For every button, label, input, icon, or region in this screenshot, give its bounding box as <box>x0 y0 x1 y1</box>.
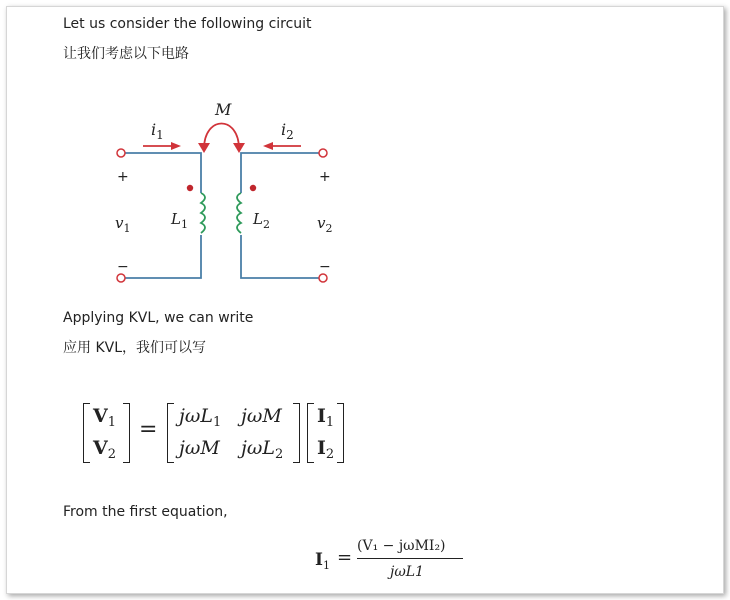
lhs-right-bracket <box>123 403 130 463</box>
rhs-right-bracket <box>337 403 344 463</box>
rhs-row-2: $I_2$ <box>317 437 335 462</box>
minus-right: − <box>319 259 331 275</box>
L2-label: $L_2$ <box>253 210 270 231</box>
lhs-left-bracket <box>83 403 90 463</box>
i1-equation <box>307 535 487 585</box>
i1-eq-denominator: jωL1 <box>390 564 424 580</box>
first-equation-text: From the first equation, <box>63 504 228 520</box>
lhs-row-2: $V_2$ <box>93 437 117 462</box>
matrix-cell-11: jωL$_1$ <box>179 405 222 430</box>
i1-eq-equals: = <box>337 547 353 568</box>
i1-eq-numerator: (V₁ − jωMI₂) <box>357 538 446 554</box>
terminal-right-top <box>319 149 327 157</box>
coupled-inductor-circuit <box>101 95 331 285</box>
i1-arrow-head <box>171 142 181 150</box>
plus-right: + <box>319 169 331 185</box>
mutual-arrow-right-head <box>233 143 245 153</box>
terminal-left-bottom <box>117 274 125 282</box>
polarity-dot-left <box>187 185 193 191</box>
v2-label: $v_2$ <box>317 214 333 235</box>
terminal-right-bottom <box>319 274 327 282</box>
intro-english: Let us consider the following circuit <box>63 16 312 32</box>
i2-arrow-head <box>263 142 273 150</box>
plus-left: + <box>117 169 129 185</box>
inductor-L1 <box>201 193 205 233</box>
matrix-equals-sign: = <box>139 417 158 442</box>
v1-label: $v_1$ <box>115 214 131 235</box>
kvl-english: Applying KVL, we can write <box>63 310 254 326</box>
rhs-row-1: $I_1$ <box>317 405 335 430</box>
terminal-left-top <box>117 149 125 157</box>
matrix-cell-22: jωL$_2$ <box>241 437 284 462</box>
intro-chinese: 让我们考虑以下电路 <box>63 46 189 62</box>
mutual-arrow-left-head <box>198 143 210 153</box>
polarity-dot-right <box>250 185 256 191</box>
document-page <box>6 6 724 594</box>
right-bottom-wire <box>241 235 323 278</box>
mutual-inductance-arc <box>204 124 239 150</box>
matrix-right-bracket <box>293 403 300 463</box>
kvl-chinese: 应用 KVL，我们可以写 <box>63 340 207 356</box>
rhs-left-bracket <box>307 403 314 463</box>
mutual-label: M <box>215 100 232 119</box>
i2-label: $i_2$ <box>281 120 294 142</box>
i1-eq-lhs: $I_1$ <box>315 550 330 572</box>
matrix-cell-12: jωM <box>241 405 282 427</box>
matrix-left-bracket <box>167 403 174 463</box>
matrix-cell-21: jωM <box>179 437 220 459</box>
i1-eq-fraction-bar <box>357 558 463 559</box>
i1-label: $i_1$ <box>151 120 164 142</box>
L1-label: $L_1$ <box>171 210 188 231</box>
left-bottom-wire <box>121 235 201 278</box>
minus-left: − <box>117 259 129 275</box>
inductor-L2 <box>237 193 241 233</box>
lhs-row-1: $V_1$ <box>93 405 117 430</box>
kvl-matrix-equation <box>83 403 383 465</box>
